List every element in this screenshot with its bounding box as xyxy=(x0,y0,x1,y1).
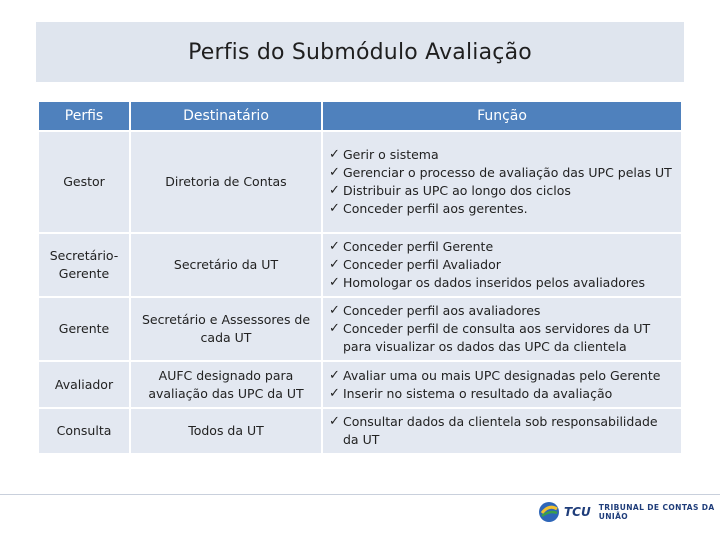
function-text: Gerir o sistema xyxy=(343,147,439,162)
recipient-cell: Secretário e Assessores de cada UT xyxy=(131,298,321,360)
function-text: Distribuir as UPC ao longo dos ciclos xyxy=(343,183,571,198)
logo-abbreviation: TCU xyxy=(564,505,591,519)
function-item xyxy=(329,200,677,218)
tcu-emblem-icon xyxy=(536,500,562,524)
check-icon: ✓ xyxy=(329,303,340,318)
function-cell xyxy=(323,362,681,407)
table-row xyxy=(39,132,681,232)
table-row xyxy=(39,234,681,296)
check-icon: ✓ xyxy=(329,183,340,198)
function-cell xyxy=(323,132,681,232)
check-icon: ✓ xyxy=(329,257,340,272)
footer-divider xyxy=(0,494,720,495)
check-icon: ✓ xyxy=(329,367,340,383)
recipient-cell: Diretoria de Contas xyxy=(131,132,321,232)
tcu-logo xyxy=(536,500,720,524)
header-recipient: Destinatário xyxy=(131,102,321,130)
function-item xyxy=(329,385,677,403)
check-icon: ✓ xyxy=(329,385,340,401)
function-text: Homologar os dados inseridos pelos avaliadores xyxy=(343,275,645,290)
table-header-row xyxy=(39,102,681,130)
profiles-table xyxy=(37,100,683,455)
title-banner xyxy=(36,22,684,82)
function-item xyxy=(329,146,677,164)
function-text: Consultar dados da clientela sob responsabilidade da UT xyxy=(343,414,658,447)
function-item xyxy=(329,256,677,274)
function-item xyxy=(329,320,677,356)
function-text: Conceder perfil Gerente xyxy=(343,239,494,254)
logo-name: TRIBUNAL DE CONTAS DA UNIÃO xyxy=(598,503,715,521)
table-row xyxy=(39,409,681,453)
function-item xyxy=(329,238,677,256)
function-item xyxy=(329,413,677,449)
profile-cell: Secretário-Gerente xyxy=(39,234,129,296)
page-title: Perfis do Submódulo Avaliação xyxy=(188,39,532,65)
function-text: Conceder perfil de consulta aos servidores da UT para visualizar os dados das UPC da clientela xyxy=(343,321,651,354)
function-item xyxy=(329,274,677,292)
check-icon: ✓ xyxy=(329,275,340,290)
header-profiles: Perfis xyxy=(39,102,129,130)
function-item xyxy=(329,164,677,182)
function-cell xyxy=(323,298,681,360)
function-text: Inserir no sistema o resultado da avaliação xyxy=(343,385,613,401)
check-icon: ✓ xyxy=(329,147,340,162)
function-item xyxy=(329,302,677,320)
profile-cell: Consulta xyxy=(39,409,129,453)
function-text: Avaliar uma ou mais UPC designadas pelo Gerente xyxy=(343,367,661,383)
check-icon: ✓ xyxy=(329,321,340,336)
profile-cell: Gerente xyxy=(39,298,129,360)
table-row xyxy=(39,298,681,360)
header-function: Função xyxy=(323,102,681,130)
recipient-cell: Secretário da UT xyxy=(131,234,321,296)
check-icon: ✓ xyxy=(329,239,340,254)
recipient-cell: Todos da UT xyxy=(131,409,321,453)
function-text: Conceder perfil aos gerentes. xyxy=(343,201,528,216)
profile-cell: Avaliador xyxy=(39,362,129,407)
check-icon: ✓ xyxy=(329,414,340,429)
recipient-cell: AUFC designado para avaliação das UPC da UT xyxy=(131,362,321,407)
function-text: Gerenciar o processo de avaliação das UPC pelas UT xyxy=(343,165,672,180)
check-icon: ✓ xyxy=(329,201,340,216)
function-item xyxy=(329,367,677,385)
function-cell xyxy=(323,234,681,296)
function-cell xyxy=(323,409,681,453)
profile-cell: Gestor xyxy=(39,132,129,232)
check-icon: ✓ xyxy=(329,165,340,180)
function-text: Conceder perfil Avaliador xyxy=(343,257,501,272)
table-row xyxy=(39,362,681,407)
function-text: Conceder perfil aos avaliadores xyxy=(343,303,541,318)
function-item xyxy=(329,182,677,200)
